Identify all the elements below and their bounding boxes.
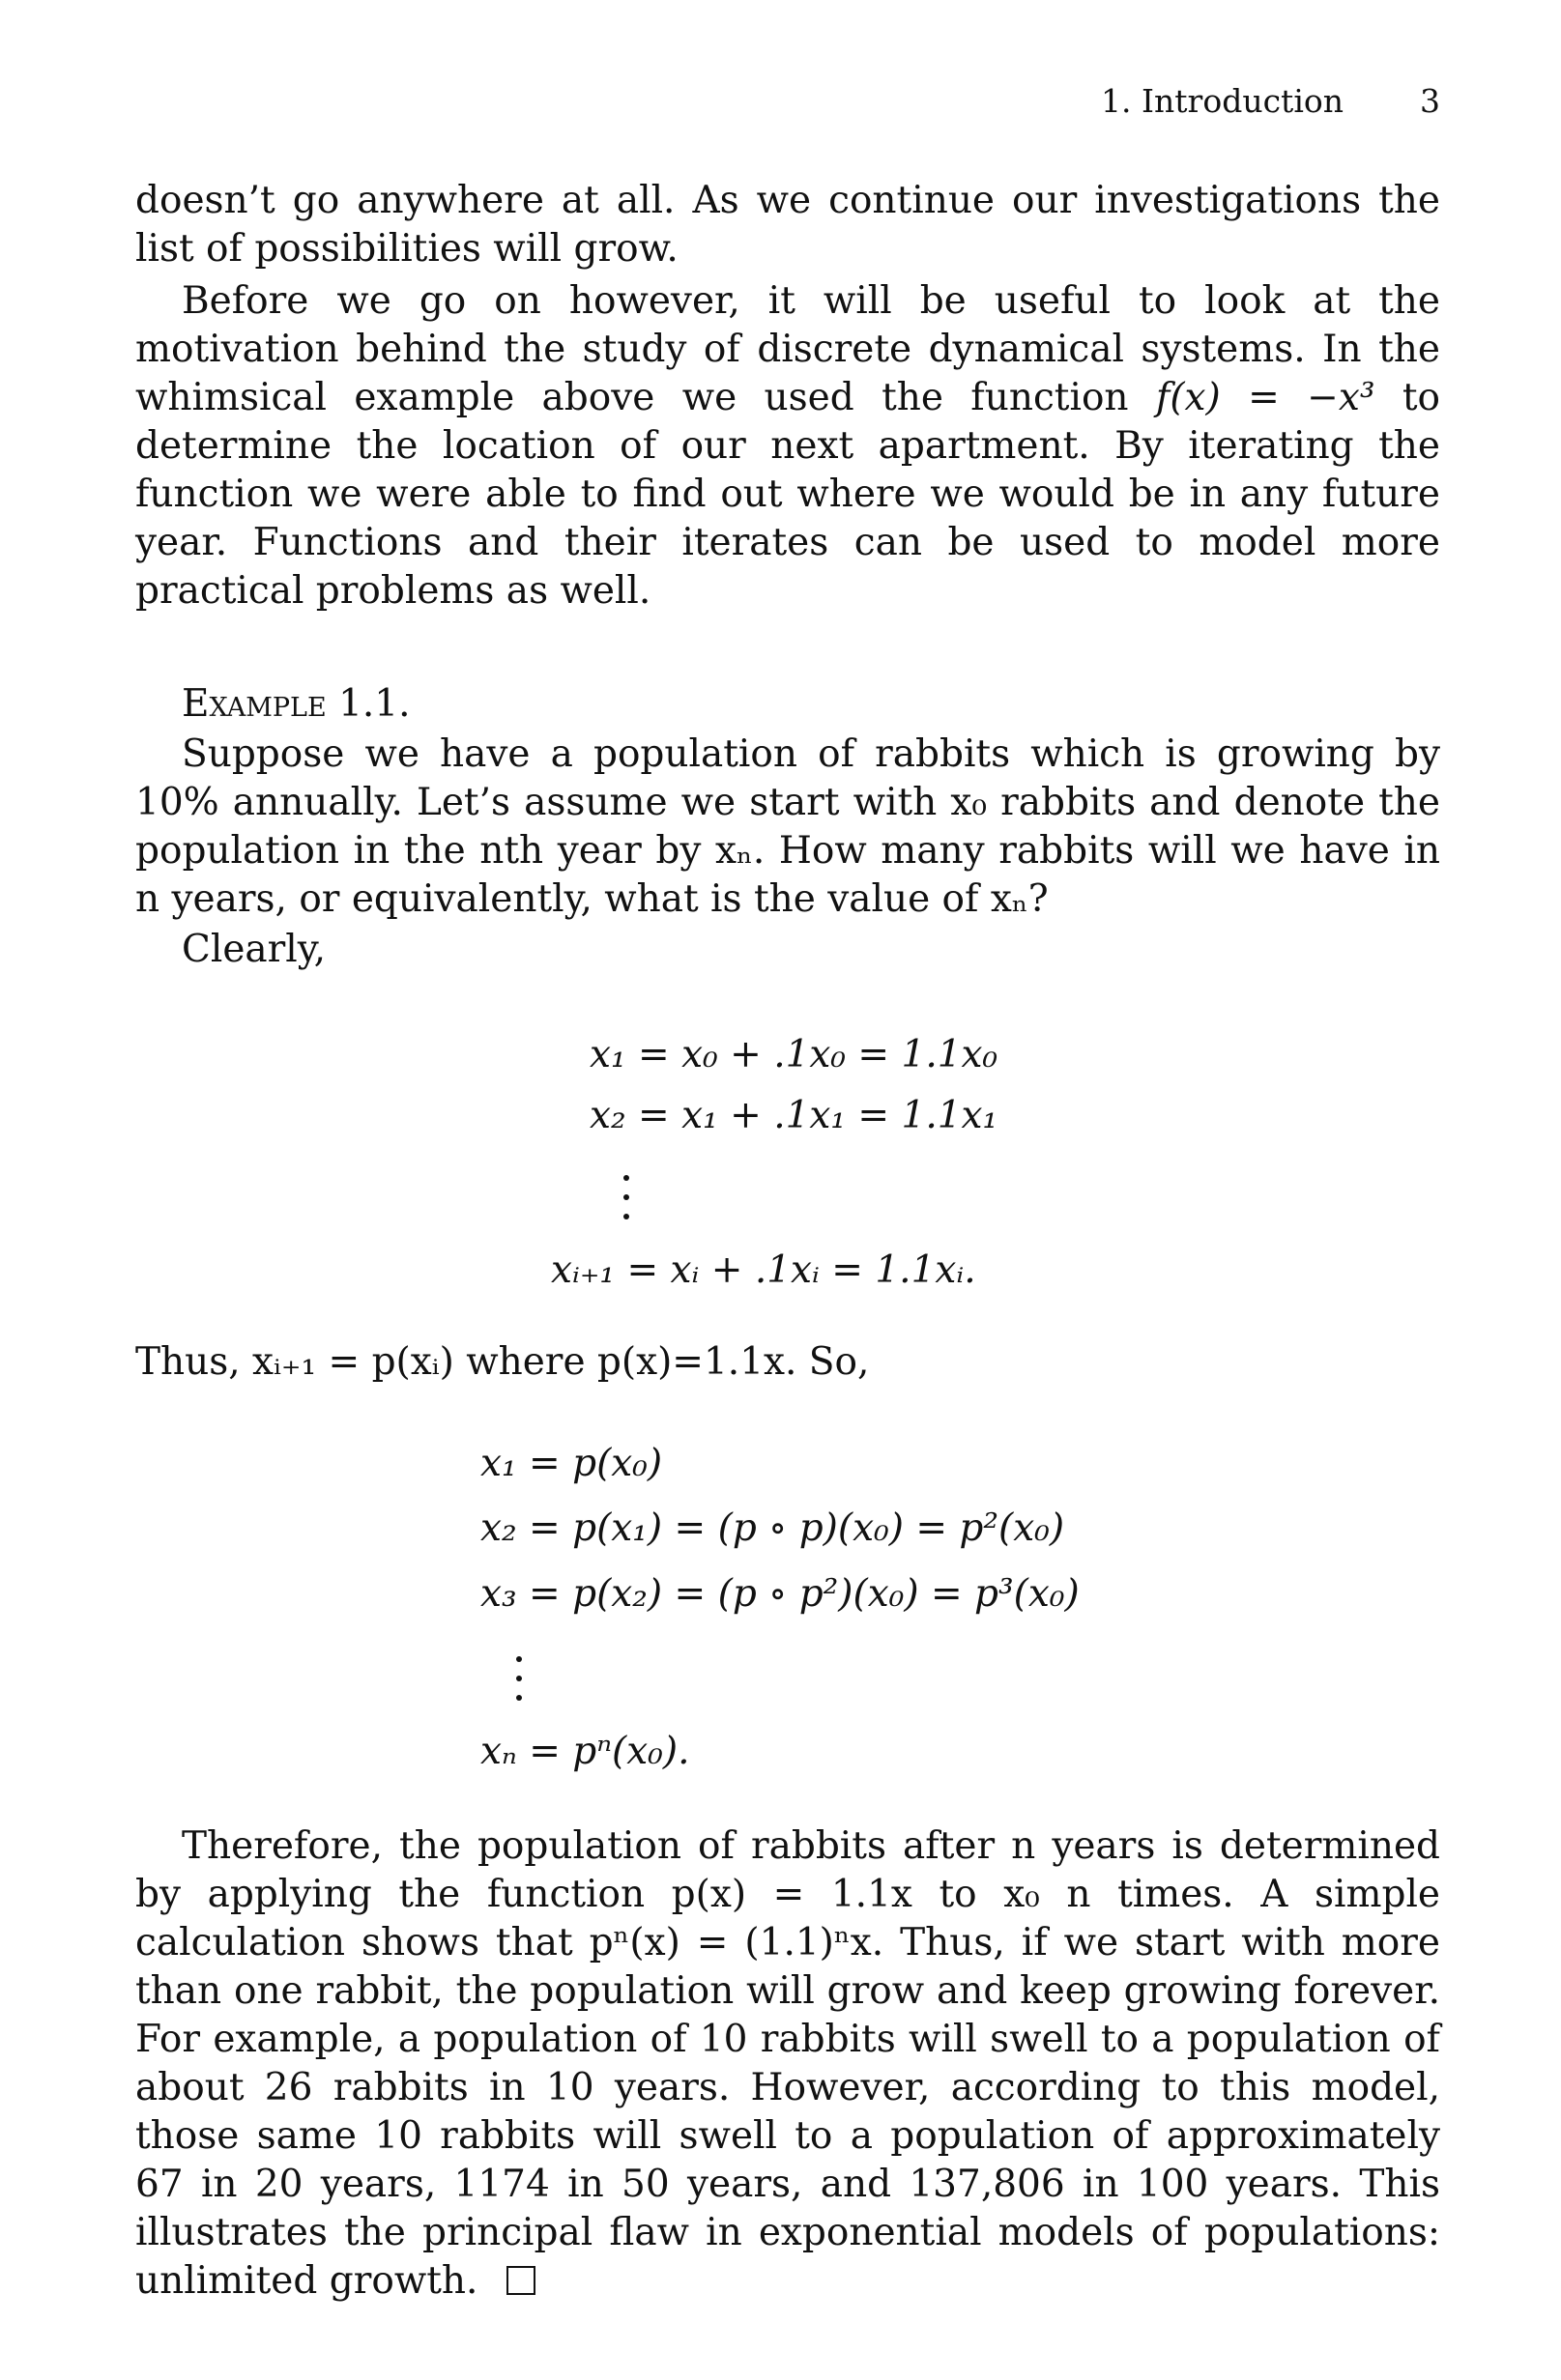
clearly-line: [135, 926, 1440, 974]
problem-text: Suppose we have a population of rabbits which is growing by 10% annually. Let’s assume we start with x₀ rabbits and denote the population in the nth year by xₙ. How many rabbits will we have in n years, or equivalently, what is the value of xₙ?: [135, 732, 1440, 921]
vertical-ellipsis: [513, 1656, 525, 1714]
section-title: 1. Introduction: [1101, 82, 1344, 120]
clearly-text: Clearly,: [182, 928, 327, 971]
paragraph-motivation: [135, 277, 1440, 616]
vertical-ellipsis: [621, 1175, 632, 1233]
function-f-expression: f(x) = −x³: [1155, 376, 1375, 419]
equation-x2: x₂ = x₁ + .1x₁ = 1.1x₁: [590, 1094, 998, 1137]
example-problem: [135, 731, 1440, 924]
equation-xn: xₙ = pⁿ(x₀).: [480, 1730, 690, 1773]
equation-p-x3: x₃ = p(x₂) = (p ∘ p²)(x₀) = p³(x₀): [480, 1572, 1080, 1616]
example-heading: Example 1.1.: [182, 682, 411, 726]
equation-x1: x₁ = x₀ + .1x₀ = 1.1x₀: [590, 1033, 998, 1076]
paragraph-text: doesn’t go anywhere at all. As we continue our investigations the list of possibilities will grow.: [135, 179, 1440, 271]
thus-text: Thus, xᵢ₊₁ = p(xᵢ) where p(x)=1.1x. So,: [135, 1340, 870, 1384]
book-page: [135, 0, 1440, 2380]
equation-p-x2: x₂ = p(x₁) = (p ∘ p)(x₀) = p²(x₀): [480, 1506, 1065, 1550]
equation-p-x1: x₁ = p(x₀): [480, 1442, 663, 1485]
thus-line: [135, 1338, 1440, 1387]
example-conclusion: [135, 1822, 1440, 2306]
running-header: [764, 77, 1440, 126]
page-number: 3: [1420, 82, 1440, 120]
paragraph-text: to determine the location of our next apartment. By iterating the function we were able to find out where we would be in any future year. Functions and their iterates can be used to model more practical problems as well.: [135, 376, 1440, 613]
conclusion-text: Therefore, the population of rabbits after n years is determined by applying the function p(x) = 1.1x to x₀ n times. A simple calculation shows that pⁿ(x) = (1.1)ⁿx. Thus, if we start with more than one rabbit, the population will grow and keep growing forever. For example, a population of 10 rabbits will swell to a population of about 26 rabbits in 10 years. However, according to this model, those same 10 rabbits will swell to a population of approximately 67 in 20 years, 1174 in 50 years, and 137,806 in 100 years. This illustrates the principal flaw in exponential models of populations: unlimited growth.: [135, 1824, 1440, 2303]
equation-x-i-plus-1: xᵢ₊₁ = xᵢ + .1xᵢ = 1.1xᵢ.: [551, 1248, 976, 1292]
qed-square-icon: [506, 2266, 535, 2295]
paragraph-continuation: [135, 177, 1440, 273]
paragraph-text: Before we go on however, it will be useful to look at the motivation behind the study of discrete dynamical systems. In the whimsical example above we used the function: [135, 279, 1440, 419]
